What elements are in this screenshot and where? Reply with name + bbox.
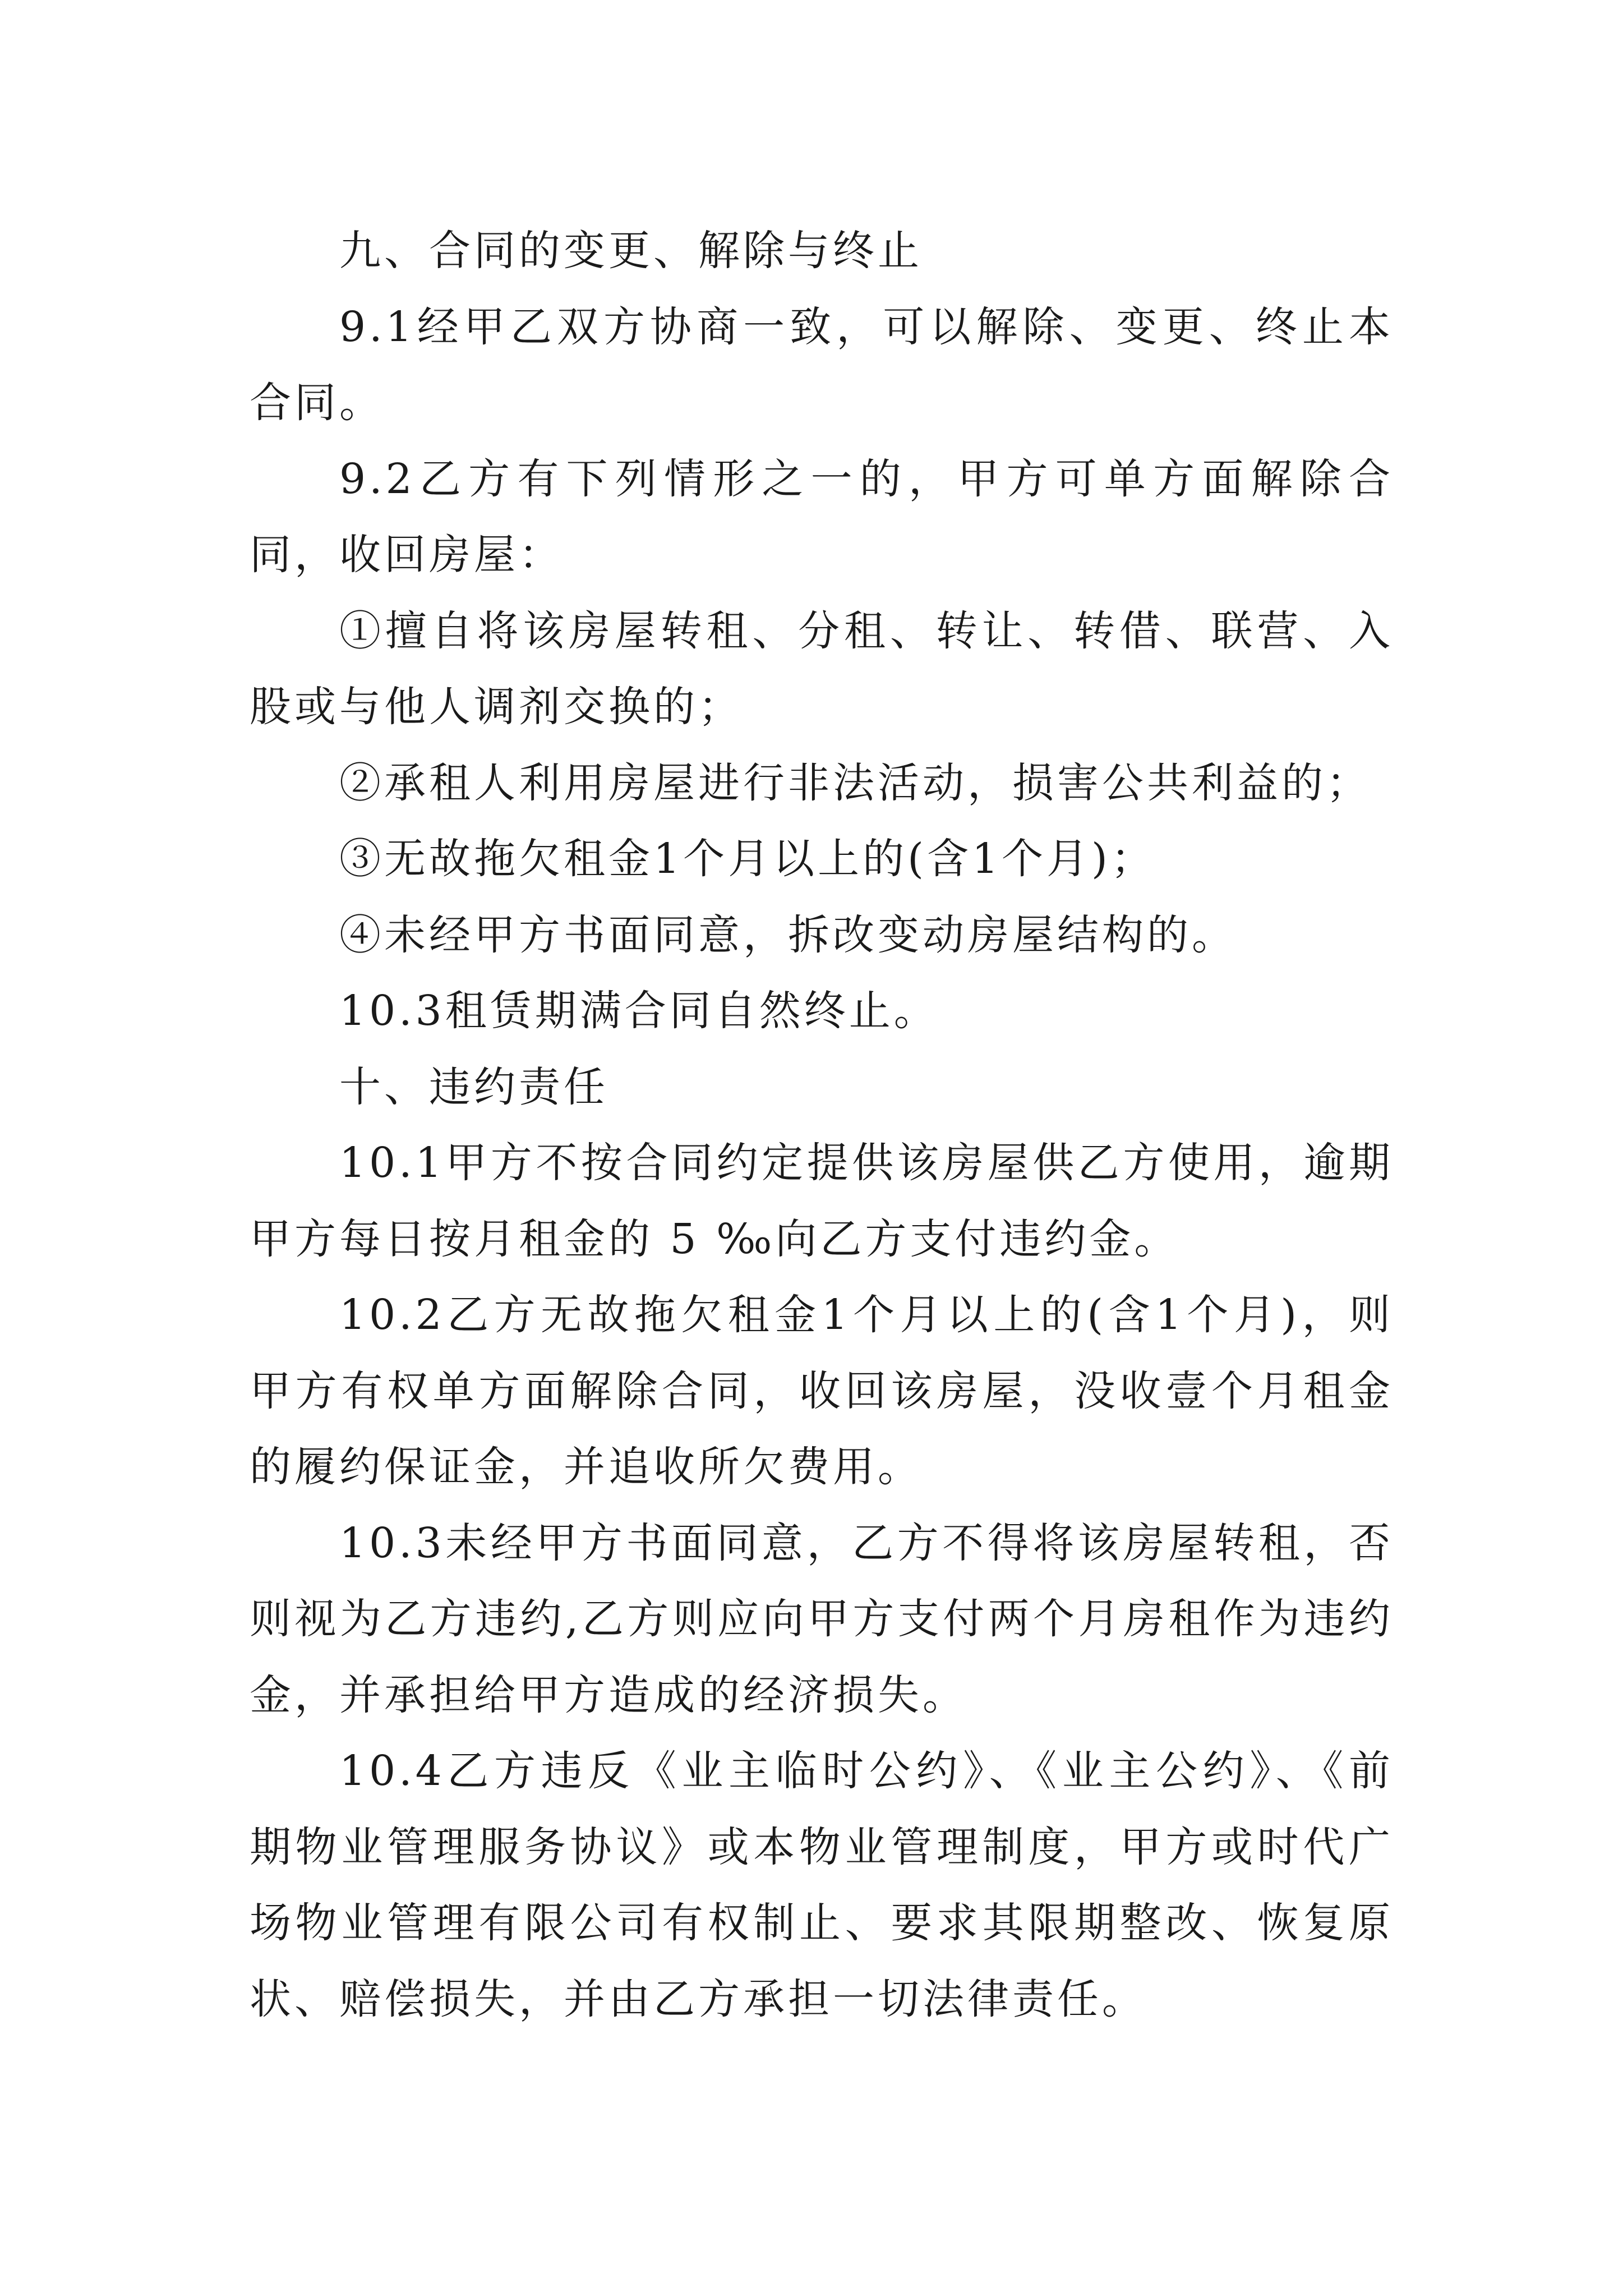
clause-10-2: 10.2乙方无故拖欠租金1个月以上的(含1个月)，则甲方有权单方面解除合同，收回该房屋，没收壹个月租金的履约保证金，并追收所欠费用。 [250,1291,1394,1491]
clause-10-1: 10.1甲方不按合同约定提供该房屋供乙方使用，逾期甲方每日按月租金的 5 ‰向乙方支付违约金。 [250,1139,1394,1263]
clause-10-3: 10.3未经甲方书面同意，乙方不得将该房屋转租，否则视为乙方违约,乙方则应向甲方支付两个月房租作为违约金，并承担给甲方造成的经济损失。 [250,1519,1394,1719]
section-heading-ten: 十、违约责任 [339,1062,608,1111]
clause-9-2-item-4: ④未经甲方书面同意，拆改变动房屋结构的。 [339,910,1237,959]
clause-9-2: 9.2乙方有下列情形之一的，甲方可单方面解除合同，收回房屋： [250,454,1394,579]
section-heading-nine: 九、合同的变更、解除与终止 [339,227,923,275]
clause-9-2-item-3: ③无故拖欠租金1个月以上的(含1个月)； [339,835,1156,883]
clause-10-3-expiry: 10.3租赁期满合同自然终止。 [339,987,939,1035]
document-body [250,213,1394,2037]
clause-10-4: 10.4乙方违反《业主临时公约》、《业主公约》、《前期物业管理服务协议》或本物业管理制度，甲方或时代广场物业管理有限公司有权制止、要求其限期整改、恢复原状、赔偿损失，并由乙方承担一切法律责任。 [250,1747,1394,2023]
clause-9-1: 9.1经甲乙双方协商一致，可以解除、变更、终止本合同。 [250,302,1394,427]
clause-9-2-item-1: ①擅自将该房屋转租、分租、转让、转借、联营、入股或与他人调剂交换的； [250,606,1394,731]
clause-9-2-item-2: ②承租人利用房屋进行非法活动，损害公共利益的； [339,758,1371,807]
